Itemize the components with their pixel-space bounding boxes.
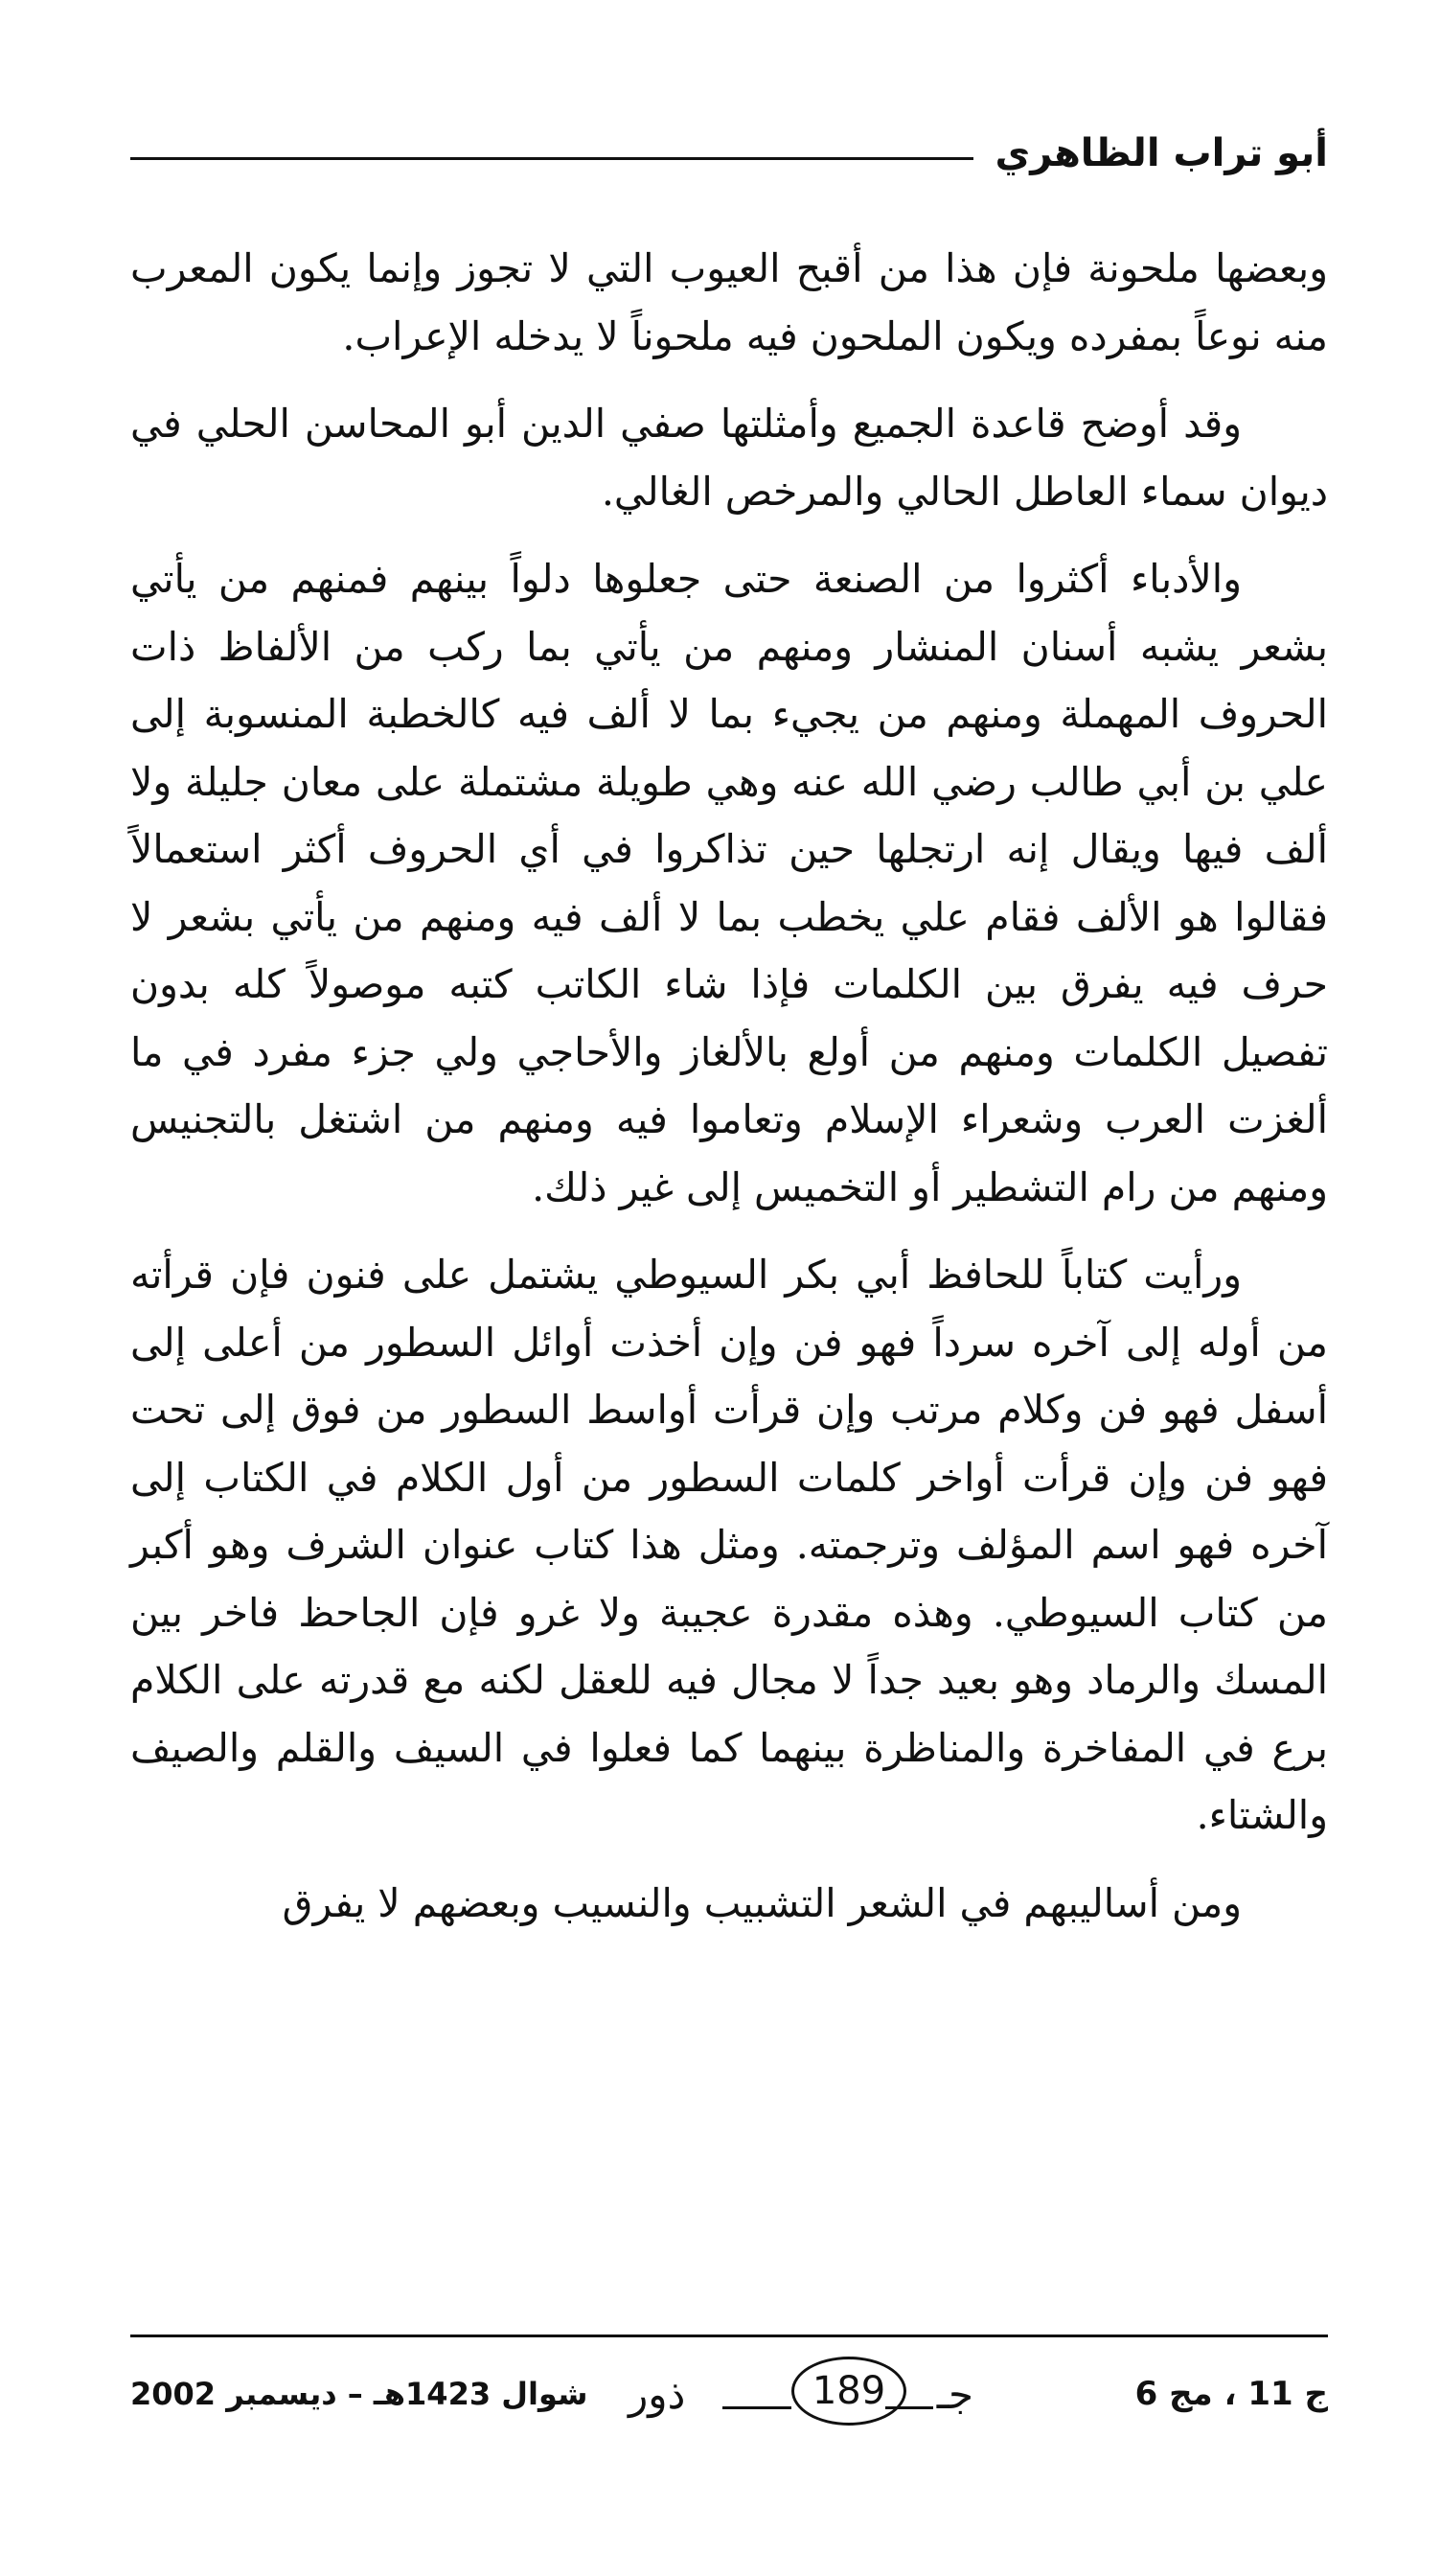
masthead-left-stroke [722, 2406, 791, 2409]
footer-rule [130, 2334, 1328, 2337]
body-text [130, 235, 1328, 1937]
header-rule [130, 157, 973, 160]
paragraph-1: وبعضها ملحونة فإن هذا من أقبح العيوب التي لا تجوز وإنما يكون المعرب منه نوعاً بمفرده ويكون الملحون فيه ملحوناً لا يدخله الإعراب. [130, 245, 1328, 359]
paragraph-3: والأدباء أكثروا من الصنعة حتى جعلوها دلواً بينهم فمنهم من يأتي بشعر يشبه أسنان المنشار ومنهم من يأتي بما ركب من الألفاظ ذات الحروف المهملة ومنهم من يجيء بما لا ألف فيه كالخطبة المنسوبة إلى علي بن أبي طالب رضي الله عنه وهي طويلة مشتملة على معان جليلة ولا ألف فيها ويقال إنه ارتجلها حين تذاكروا في أي الحروف أكثر استعمالاً فقالوا هو الألف فقام علي يخطب بما لا ألف فيه ومنهم من يأتي بشعر لا حرف فيه يفرق بين الكلمات فإذا شاء الكاتب كتبه موصولاً كله بدون تفصيل الكلمات ومنهم من أولع بالألغاز والأحاجي ولي جزء مفرد في ما ألغزت العرب وشعراء الإسلام وتعاموا فيه ومنهم من اشتغل بالتجنيس ومنهم من رام التشطير أو التخميس إلى غير ذلك. [130, 556, 1328, 1210]
page-number: 189 [791, 2357, 906, 2426]
header-author: أبو تراب الظاهري [995, 131, 1328, 175]
page-footer [130, 2343, 1328, 2449]
paragraph-5: ومن أساليبهم في الشعر التشبيب والنسيب وبعضهم لا يفرق [282, 1879, 1242, 1926]
running-header [130, 125, 1328, 192]
footer-date: شوال 1423هـ – ديسمبر 2002 [130, 2376, 588, 2412]
masthead-right-part: جـ [936, 2371, 973, 2418]
journal-masthead [629, 2357, 973, 2433]
masthead-left-part: ذور [629, 2371, 686, 2418]
paragraph-4: ورأيت كتاباً للحافظ أبي بكر السيوطي يشتمل على فنون فإن قرأته من أوله إلى آخره سرداً فهو فن وإن أخذت أوائل السطور من أعلى إلى أسفل فهو فن وكلام مرتب وإن قرأت أواسط السطور من فوق إلى تحت فهو فن وإن قرأت أواخر كلمات السطور من أول الكلام في الكتاب إلى آخره فهو اسم المؤلف وترجمته. ومثل هذا كتاب عنوان الشرف وهو أكبر من كتاب السيوطي. وهذه مقدرة عجيبة ولا غرو فإن الجاحظ فاخر بين المسك والرماد وهو بعيد جداً لا مجال فيه للعقل لكنه مع قدرته على الكلام برع في المفاخرة والمناظرة بينهما كما فعلوا في السيف والقلم والصيف والشتاء. [130, 1252, 1328, 1838]
paragraph-2: وقد أوضح قاعدة الجميع وأمثلتها صفي الدين أبو المحاسن الحلي في ديوان سماء العاطل الحالي والمرخص الغالي. [130, 401, 1328, 515]
footer-issue: ج 11 ، مج 6 [1134, 2375, 1328, 2413]
